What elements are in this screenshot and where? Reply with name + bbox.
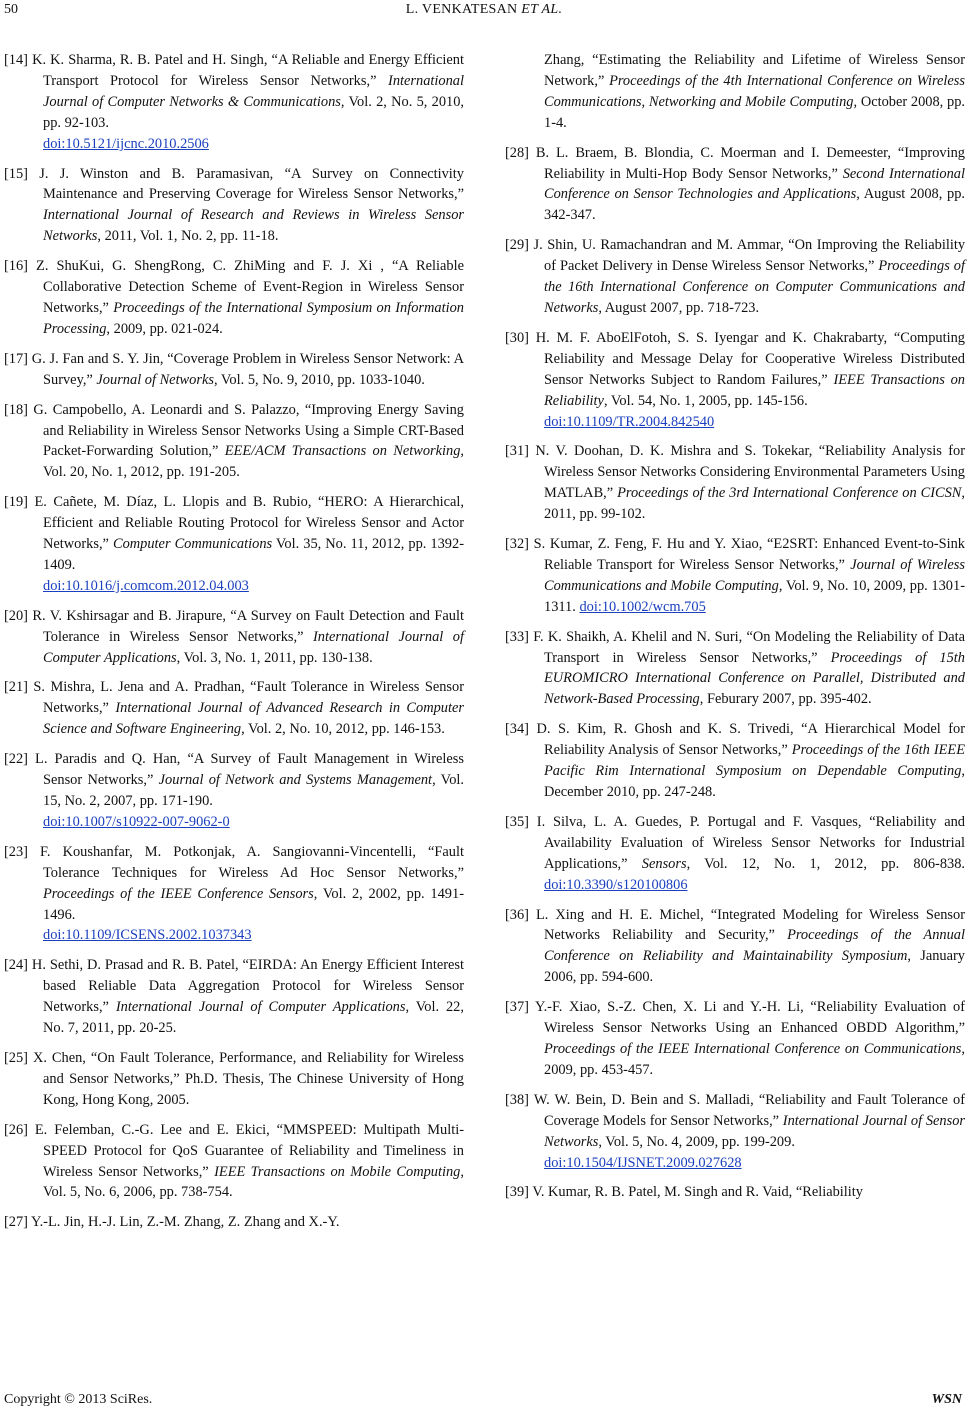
reference-venue: IEEE Transactions on Mobile Computing [214, 1163, 461, 1180]
reference-entry [4, 842, 464, 947]
reference-venue: International Journal of Sensor Networks [544, 1112, 965, 1150]
reference-entry [505, 143, 965, 227]
reference-details: , Vol. 2, 2002, pp. 1491-1496. [43, 885, 464, 923]
reference-number: [28] [505, 144, 536, 161]
reference-number: [26] [4, 1121, 35, 1138]
reference-number: [31] [505, 443, 536, 460]
reference-number: [24] [4, 957, 32, 974]
reference-text: L. Xing and H. E. Michel, “Integrated Modeling for Wireless Sensor Networks Reliability and Security,” [536, 906, 965, 944]
reference-number: [27] [4, 1214, 32, 1231]
reference-number: [38] [505, 1091, 534, 1108]
reference-text: X. Chen, “On Fault Tolerance, Performance, and Reliability for Wireless and Sensor Networks,” Ph.D. Thesis, The Chinese University of Hong Kong, Hong Kong, 2005. [32, 1049, 464, 1108]
footer-copyright: Copyright © 2013 SciRes. [4, 1392, 153, 1407]
reference-text: R. V. Kshirsagar and B. Jirapure, “A Survey on Fault Detection and Fault Tolerance in Wireless Sensor Networks,” [32, 607, 465, 645]
doi-link[interactable]: doi:10.1109/TR.2004.842540 [544, 413, 715, 430]
reference-details: , Vol. 12, No. 1, 2012, pp. 806-838. [686, 855, 965, 872]
reference-details: , December 2010, pp. 247-248. [544, 763, 965, 800]
reference-text: F. K. Shaikh, A. Khelil and N. Suri, “On Modeling the Reliability of Data Transport in Wireless Sensor Networks,” [533, 628, 965, 666]
reference-venue: Journal of Network and Systems Management [158, 772, 433, 789]
reference-entry [4, 1120, 464, 1204]
reference-entry [505, 812, 965, 896]
reference-number: [33] [505, 628, 534, 645]
reference-entry [4, 955, 464, 1039]
reference-venue: Proceedings of the 16th IEEE Pacific Rim International Symposium on Dependable Computing [544, 742, 966, 780]
reference-entry [505, 997, 965, 1081]
reference-entry [4, 492, 464, 597]
reference-venue: Journal of Networks [96, 371, 214, 388]
reference-venue: Sensors [641, 855, 687, 872]
reference-number: [17] [4, 350, 32, 367]
reference-details: , Vol. 22, No. 7, 2011, pp. 20-25. [43, 999, 464, 1037]
reference-text: N. V. Doohan, D. K. Mishra and S. Tokekar, “Reliability Analysis for Wireless Sensor Networks Considering Environmental Parameters Using MATLAB,” [535, 443, 965, 502]
reference-text: F. Koushanfar, M. Potkonjak, A. Sangiovanni-Vincentelli, “Fault Tolerance Techniques for Wireless Ad Hoc Sensor Networks,” [40, 843, 464, 881]
reference-venue: Computer Communications [112, 536, 273, 553]
doi-link[interactable]: doi:10.1504/IJSNET.2009.027628 [544, 1154, 742, 1171]
reference-text: G. J. Fan and S. Y. Jin, “Coverage Problem in Wireless Sensor Network: A Survey,” [31, 350, 464, 388]
reference-text: Z. ShuKui, G. ShengRong, C. ZhiMing and F. J. Xi , “A Reliable Collaborative Detection Scheme of Event-Region in Wireless Sensor Networks,” [36, 258, 464, 316]
reference-venue: Proceedings of the IEEE Conference Sensors [43, 885, 314, 902]
reference-number: [35] [505, 813, 537, 830]
reference-text: Zhang, “Estimating the Reliability and Lifetime of Wireless Sensor Network,” [544, 52, 965, 89]
reference-venue: Proceedings of the IEEE International Conference on Communications [544, 1040, 962, 1057]
references-column-left [4, 50, 464, 1242]
reference-number: [15] [4, 165, 40, 182]
reference-entry [505, 441, 965, 525]
reference-details: , August 2007, pp. 718-723. [598, 299, 760, 316]
reference-number: [37] [505, 999, 536, 1016]
reference-details: , Vol. 54, No. 1, 2005, pp. 145-156. [603, 392, 808, 409]
reference-number: [16] [4, 258, 37, 275]
reference-venue: International Journal of Computer Applications [115, 999, 406, 1016]
reference-venue: International Journal of Computer Applications [43, 628, 464, 666]
reference-text: V. Kumar, R. B. Patel, M. Singh and R. Vaid, “Reliability [532, 1184, 863, 1201]
reference-details: , 2009, pp. 453-457. [544, 1040, 965, 1078]
reference-entry [4, 349, 464, 391]
reference-details: , 2011, Vol. 1, No. 2, pp. 11-18. [97, 228, 279, 245]
reference-text: D. S. Kim, R. Ghosh and K. S. Trivedi, “A Hierarchical Model for Reliability Analysis of Sensor Networks,” [536, 721, 966, 759]
reference-number: [22] [4, 751, 36, 768]
reference-text: S. Kumar, Z. Feng, F. Hu and Y. Xiao, “E2SRT: Enhanced Event-to-Sink Reliable Transport for Wireless Sensor Networks,” [533, 536, 966, 573]
reference-venue: International Journal of Advanced Research in Computer Science and Software Engineering [43, 700, 464, 738]
reference-number: [39] [505, 1184, 533, 1201]
footer-journal: WSN [931, 1392, 962, 1407]
reference-entry [4, 256, 464, 340]
reference-text: H. M. F. AboElFotoh, S. S. Iyengar and K. Chakrabarty, “Computing Reliability and Message Delay for Cooperative Wireless Distributed Sensor Networks Subject to Random Failures,” [535, 329, 966, 388]
doi-link[interactable]: doi:10.3390/s120100806 [544, 876, 688, 893]
reference-number: [20] [4, 607, 33, 624]
reference-details: , Feburary 2007, pp. 395-402. [699, 691, 872, 708]
reference-details: , Vol. 5, No. 6, 2006, pp. 738-754. [43, 1163, 464, 1201]
reference-text: H. Sethi, D. Prasad and R. B. Patel, “EIRDA: An Energy Efficient Interest based Reliable Data Aggregation Protocol for Wireless Sensor Networks,” [31, 957, 464, 1016]
reference-text: J. Shin, U. Ramachandran and M. Ammar, “On Improving the Reliability of Packet Delivery in Dense Wireless Sensor Networks,” [533, 237, 966, 275]
reference-details: , August 2008, pp. 342-347. [544, 186, 966, 224]
reference-number: [14] [4, 52, 33, 68]
doi-link[interactable]: doi:10.1007/s10922-007-9062-0 [43, 813, 230, 830]
reference-venue: Proceedings of the International Symposium on Information Processing [43, 299, 464, 337]
reference-text: K. K. Sharma, R. B. Patel and H. Singh, “A Reliable and Energy Efficient Transport Protocol for Wireless Sensor Networks,” [32, 52, 465, 89]
reference-venue: Proceedings of 15th EUROMICRO International Conference on Parallel, Distributed and Network-Based Processing [544, 649, 965, 708]
reference-venue: Proceedings of the 3rd International Conference on CICSN [617, 485, 962, 502]
reference-text: W. W. Bein, D. Bein and S. Malladi, “Reliability and Fault Tolerance of Coverage Models for Sensor Networks,” [533, 1091, 965, 1129]
reference-entry [505, 719, 965, 803]
reference-entry [4, 749, 464, 833]
doi-link[interactable]: doi:10.5121/ijcnc.2010.2506 [43, 135, 209, 152]
reference-number: [23] [4, 843, 41, 860]
reference-entry [4, 400, 464, 484]
reference-entry [4, 50, 464, 155]
reference-text: I. Silva, L. A. Guedes, P. Portugal and F. Vasques, “Reliability and Availability Evaluation of Wireless Sensor Networks for Industrial Applications,” [536, 813, 965, 872]
reference-text: J. J. Winston and B. Paramasivan, “A Survey on Connectivity Maintenance and Preserving Coverage for Wireless Sensor Networks,” [39, 165, 464, 203]
reference-venue: Journal of Wireless Communications and Mobile Computing [544, 556, 965, 594]
reference-venue: International Journal of Computer Networks & Communications [43, 72, 464, 110]
reference-text: Y.-F. Xiao, S.-Z. Chen, X. Li and Y.-H. Li, “Reliability Evaluation of Wireless Sensor Networks Using an Enhanced OBDD Algorithm,” [535, 999, 965, 1037]
page-number: 50 [4, 2, 18, 17]
reference-entry [4, 164, 464, 248]
reference-venue: IEEE Transactions on Reliability [544, 371, 965, 409]
reference-number: [21] [4, 679, 34, 696]
reference-details: , 2011, pp. 99-102. [544, 485, 966, 523]
reference-entry [505, 328, 965, 433]
reference-number: [29] [505, 237, 534, 254]
reference-venue: Proceedings of the 4th International Conference on Wireless Communications, Networking and Mobile Computing [544, 72, 966, 110]
doi-link[interactable]: doi:10.1109/ICSENS.2002.1037343 [43, 927, 252, 944]
reference-entry [505, 50, 965, 134]
reference-details: , October 2008, pp. 1-4. [544, 93, 965, 131]
running-head-authors: L. VENKATESAN [405, 2, 518, 17]
reference-details: , Vol. 2, No. 10, 2012, pp. 146-153. [241, 721, 445, 738]
reference-number: [25] [4, 1049, 33, 1066]
reference-entry [505, 235, 965, 319]
reference-number: [36] [505, 906, 536, 923]
reference-venue: Second International Conference on Sensor Technologies and Applications [544, 165, 965, 203]
reference-entry [505, 1090, 965, 1174]
reference-details: , Vol. 5, No. 4, 2009, pp. 199-209. [598, 1133, 795, 1150]
doi-link[interactable]: doi:10.1016/j.comcom.2012.04.003 [43, 577, 249, 594]
reference-details: , Vol. 3, No. 1, 2011, pp. 130-138. [176, 649, 373, 666]
reference-entry [505, 1182, 965, 1203]
reference-venue: EEE/ACM Transactions on Networking [224, 443, 461, 460]
reference-entry [4, 1048, 464, 1111]
reference-entry [505, 905, 965, 989]
reference-entry [4, 1212, 464, 1233]
reference-venue: International Journal of Research and Reviews in Wireless Sensor Networks [43, 207, 464, 245]
reference-details: , 2009, pp. 021-024. [106, 320, 223, 337]
running-head-etal: ET AL. [521, 2, 563, 17]
reference-details: Vol. 35, No. 11, 2012, pp. 1392-1409. [43, 536, 464, 573]
doi-link[interactable]: doi:10.1002/wcm.705 [579, 598, 706, 615]
reference-text: E. Felemban, C.-G. Lee and E. Ekici, “MMSPEED: Multipath Multi-SPEED Protocol for QoS Guarantee of Reliability and Timeliness in Wireless Sensor Networks,” [34, 1121, 464, 1180]
reference-details: , Vol. 20, No. 1, 2012, pp. 191-205. [43, 443, 464, 481]
reference-number: [18] [4, 401, 34, 418]
reference-text: L. Paradis and Q. Han, “A Survey of Fault Management in Wireless Sensor Networks,” [35, 751, 464, 789]
reference-details: , Vol. 9, No. 10, 2009, pp. 1301-1311. [544, 577, 965, 615]
reference-details: , Vol. 2, No. 5, 2010, pp. 92-103. [43, 93, 464, 131]
reference-number: [30] [505, 329, 536, 346]
reference-entry [4, 606, 464, 669]
reference-venue: Proceedings of the Annual Conference on Reliability and Maintainability Symposium [544, 927, 965, 965]
reference-text: Y.-L. Jin, H.-J. Lin, Z.-M. Zhang, Z. Zhang and X.-Y. [31, 1214, 340, 1231]
reference-number: [34] [505, 721, 537, 738]
reference-entry [505, 627, 965, 711]
reference-number: [32] [505, 536, 534, 553]
reference-text: G. Campobello, A. Leonardi and S. Palazzo, “Improving Energy Saving and Reliability in Wireless Sensor Networks Using a Simple CRT-Based Packet-Forwarding Solution,” [33, 401, 464, 460]
references-column-right [505, 50, 965, 1212]
reference-entry [4, 677, 464, 740]
reference-entry [505, 534, 965, 618]
reference-venue: Proceedings of the 16th International Conference on Computer Communications and Networks [544, 258, 965, 316]
reference-text: S. Mishra, L. Jena and A. Pradhan, “Fault Tolerance in Wireless Sensor Networks,” [33, 679, 465, 717]
reference-details: , Vol. 5, No. 9, 2010, pp. 1033-1040. [213, 371, 425, 388]
reference-text: E. Cañete, M. Díaz, L. Llopis and B. Rubio, “HERO: A Hierarchical, Efficient and Reliable Routing Protocol for Wireless Sensor and Actor Networks,” [34, 494, 465, 553]
reference-details: , January 2006, pp. 594-600. [544, 948, 966, 986]
reference-details: , Vol. 15, No. 2, 2007, pp. 171-190. [43, 772, 465, 809]
reference-text: B. L. Braem, B. Blondia, C. Moerman and I. Demeester, “Improving Reliability in Multi-Hop Body Sensor Networks,” [535, 144, 965, 182]
reference-number: [19] [4, 494, 35, 511]
running-head [0, 2, 968, 18]
